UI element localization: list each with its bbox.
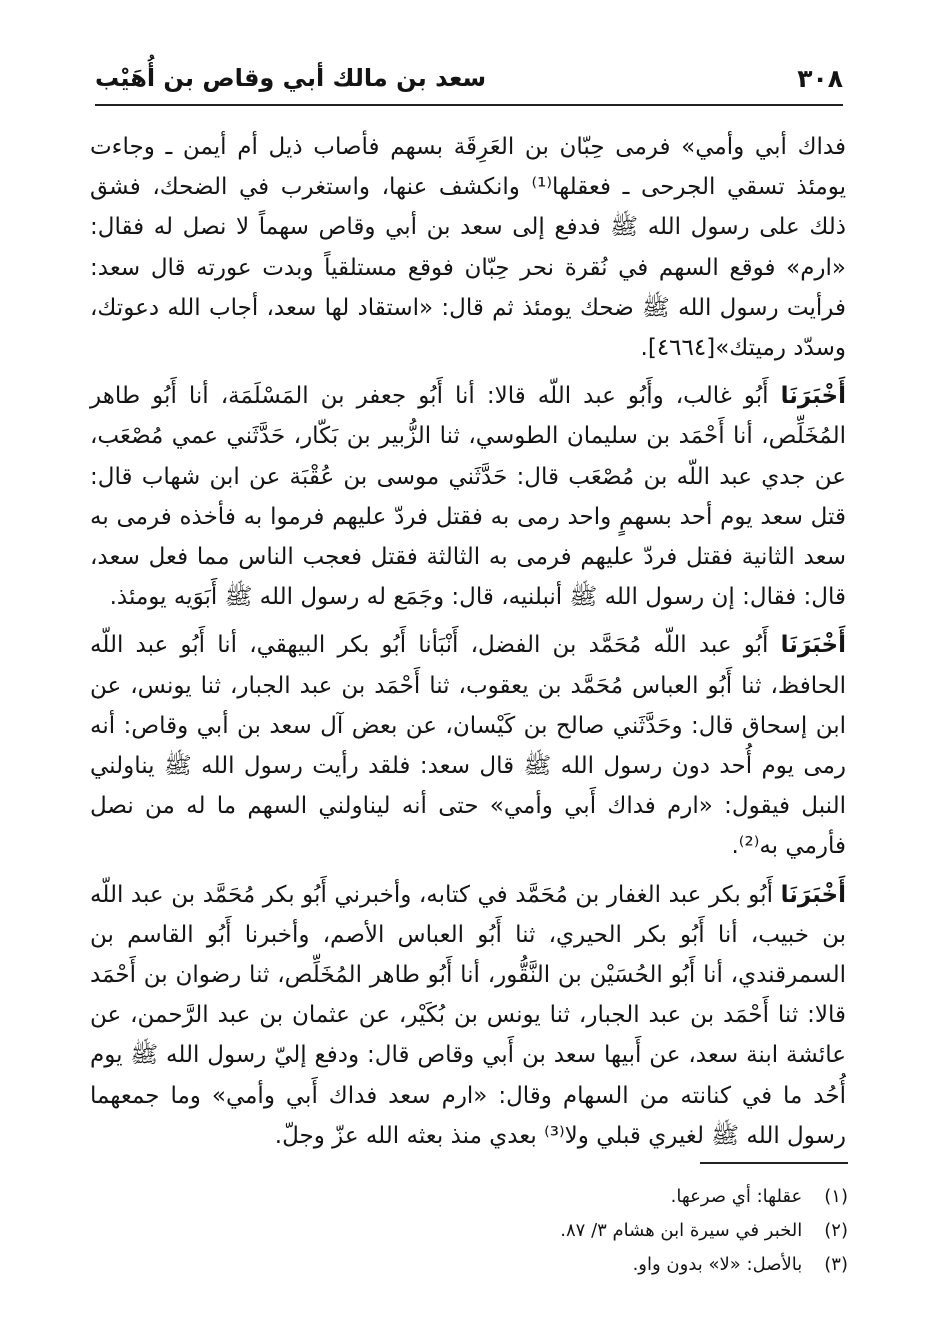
- header-rule: [95, 104, 843, 106]
- paragraph-lead: أَخْبَرَنَا: [780, 881, 846, 908]
- footnote-item: [120, 1214, 848, 1248]
- paragraph-lead: أَخْبَرَنَا: [780, 632, 847, 659]
- footnote-text: عقلها: أي صرعها.: [670, 1186, 803, 1207]
- footnote-rule: [700, 1162, 848, 1164]
- footnote-number: (٣): [824, 1254, 848, 1275]
- paragraph-text: أَبُو بكر عبد الغفار بن مُحَمَّد في كتابه، وأخبرني أَبُو بكر مُحَمَّد بن عبد اللّه بن خبيب، أنا أَبُو بكر الحيري، ثنا أَبُو العباس الأصم، وأخبرنا أَبُو القاسم بن السمرقندي، أنا أَبُو الحُسَيْن بن النَّقُّور، أنا أَبُو طاهر المُخَلِّص، ثنا رضوان بن أَحْمَد قالا: ثنا أَحْمَد بن عبد الجبار، ثنا يونس بن بُكَيْر، عن عثمان بن عبد الرَّحمن، عن عائشة ابنة سعد، عن أَبيها سعد بن أَبي وقاص قال: ودفع إليّ رسول الله ﷺ يوم أُحُد ما في كنانته من السهام وقال: «ارم سعد فداك أَبي وأمي» وما جمعهما رسول الله ﷺ لغيري قبلي ولا⁽³⁾ بعدي منذ بعثه الله عزّ وجلّ.: [90, 881, 846, 1149]
- paragraph: [90, 127, 846, 368]
- footnote-text: بالأصل: «لا» بدون واو.: [632, 1254, 803, 1275]
- paragraph: [90, 875, 846, 1156]
- footnote-item: [120, 1248, 848, 1282]
- footnote-number: (٢): [824, 1220, 848, 1241]
- paragraph-lead: أَخْبَرَنَا: [780, 383, 846, 410]
- footnote-text: الخبر في سيرة ابن هشام ٣/ ٨٧.: [560, 1220, 803, 1241]
- footnotes: [120, 1180, 848, 1282]
- footnote-number: (١): [824, 1186, 848, 1207]
- paragraph: [90, 625, 846, 866]
- paragraph: [90, 376, 846, 617]
- page-number: ٣٠٨: [797, 64, 843, 93]
- paragraph-text: أَبُو عبد اللّه مُحَمَّد بن الفضل، أَنْبَأنا أَبُو بكر البيهقي، أنا أَبُو عبد اللّه الحافظ، ثنا أَبُو العباس مُحَمَّد بن يعقوب، ثنا أَحْمَد بن عبد الجبار، ثنا يونس، عن ابن إسحاق قال: وحَدَّثَني صالح بن كَيْسان، عن بعض آل سعد بن أبي وقاص: أنه رمى يوم أُحد دون رسول الله ﷺ قال سعد: فلقد رأيت رسول الله ﷺ يناولني النبل فيقول: «ارم فداك أَبي وأمي» حتى أنه ليناولني السهم ما له من نصل فأرمي به⁽²⁾.: [90, 632, 846, 860]
- page-header: [95, 60, 843, 104]
- footnote-item: [120, 1180, 848, 1214]
- paragraph-text: أَبُو غالب، وأَبُو عبد اللّه قالا: أنا أَبُو جعفر بن المَسْلَمَة، أنا أَبُو طاهر المُخَلِّص، أنا أَحْمَد بن سليمان الطوسي، ثنا الزُّبير بن بَكّار، حَدَّثَني عمي مُصْعَب، عن جدي عبد اللّه بن مُصْعَب قال: حَدَّثَني موسى بن عُقْبَة عن ابن شهاب قال: قتل سعد يوم أحد بسهمٍ واحد رمى به فقتل فردّ عليهم فرموا به فأخذه فرمى به سعد الثانية فقتل فردّ عليهم فرمى به الثالثة فقتل فعجب الناس مما فعل سعد، قال: فقال: إن رسول الله ﷺ أنبلنيه، قال: وجَمَع له رسول الله ﷺ أَبَوَيه يومئذ.: [90, 383, 846, 611]
- main-text: [90, 127, 846, 1164]
- paragraph-text: فداك أبي وأمي» فرمى حِبّان بن العَرِقَة بسهم فأصاب ذيل أم أيمن ـ وجاءت يومئذ تسقي الجرحى ـ فعقلها⁽¹⁾ وانكشف عنها، واستغرب في الضحك، فشق ذلك على رسول الله ﷺ فدفع إلى سعد بن أبي وقاص سهماً لا نصل له فقال: «ارم» فوقع السهم في نُقرة نحر حِبّان فوقع مستلقياً وبدت عورته قال سعد: فرأيت رسول الله ﷺ ضحك يومئذ ثم قال: «استقاد لها سعد، أجاب الله دعوتك، وسدّد رميتك»[٤٦٦٤].: [90, 134, 846, 362]
- running-title: سعد بن مالك أبي وقاص بن أُهَيْب: [95, 64, 487, 92]
